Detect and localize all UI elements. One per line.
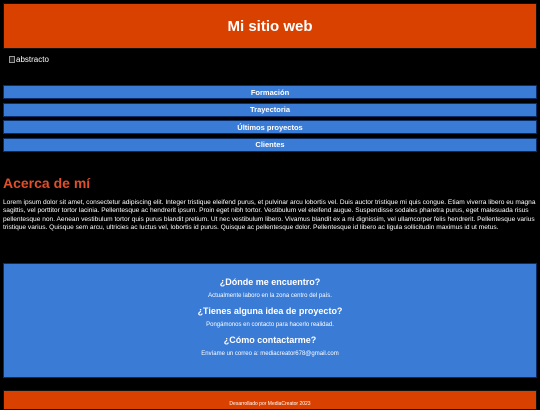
nav-item-trayectoria[interactable]: Trayectoria bbox=[3, 103, 537, 117]
contact-question: ¿Cómo contactarme? bbox=[223, 335, 317, 345]
site-title: Mi sitio web bbox=[227, 17, 313, 35]
site-header bbox=[3, 3, 537, 49]
about-body: Lorem ipsum dolor sit amet, consectetur adipiscing elit. Integer tristique eleifend purus, et pulvinar arcu lobortis vel. Duis auctor tristique mi quis congue. Etiam viverra libero eu magna sagittis, vel porttitor tortor lacinia. Pellentesque ac hendrerit ipsum. Proin eget nibh tortor. Vestibulum vel eleifend augue. Suspendisse sodales pharetra purus, eget malesuada risus pellentesque non. Aenean vestibulum tortor quis purus blandit pretium. Ut nec vestibulum libero. Vivamus blandit ex a mi dignissim, vel ullamcorper felis hendrerit. Pellentesque varius tristique varius. Quisque sem arcu, ultricies ac luctus vel, lobortis id purus. Quisque ac pellentesque dolor. Pellentesque id libero ac ligula sollicitudin maximus id ut metus. bbox=[3, 199, 536, 232]
nav-item-formacion[interactable]: Formación bbox=[3, 85, 537, 99]
project-question: ¿Tienes alguna idea de proyecto? bbox=[197, 306, 343, 316]
main-nav bbox=[3, 85, 537, 155]
footer-text: Desarrollado por MediaCreator 2023 bbox=[229, 401, 311, 407]
location-answer: Actualmente laboro en la zona centro del país. bbox=[208, 293, 332, 299]
location-question: ¿Dónde me encuentro? bbox=[219, 277, 321, 287]
banner-image bbox=[9, 55, 49, 64]
contact-section bbox=[3, 263, 537, 378]
project-answer: Pongámonos en contacto para hacerlo realidad. bbox=[206, 322, 334, 328]
site-footer bbox=[3, 390, 537, 410]
about-title: Acerca de mí bbox=[3, 175, 91, 191]
nav-item-ultimos-proyectos[interactable]: Últimos proyectos bbox=[3, 120, 537, 134]
banner-alt-text: abstracto bbox=[16, 55, 49, 64]
about-section bbox=[3, 175, 537, 233]
broken-image-icon bbox=[9, 56, 15, 63]
nav-item-clientes[interactable]: Clientes bbox=[3, 138, 537, 152]
contact-answer: Envíame un correo a: mediacreator678@gmail.com bbox=[201, 351, 339, 357]
